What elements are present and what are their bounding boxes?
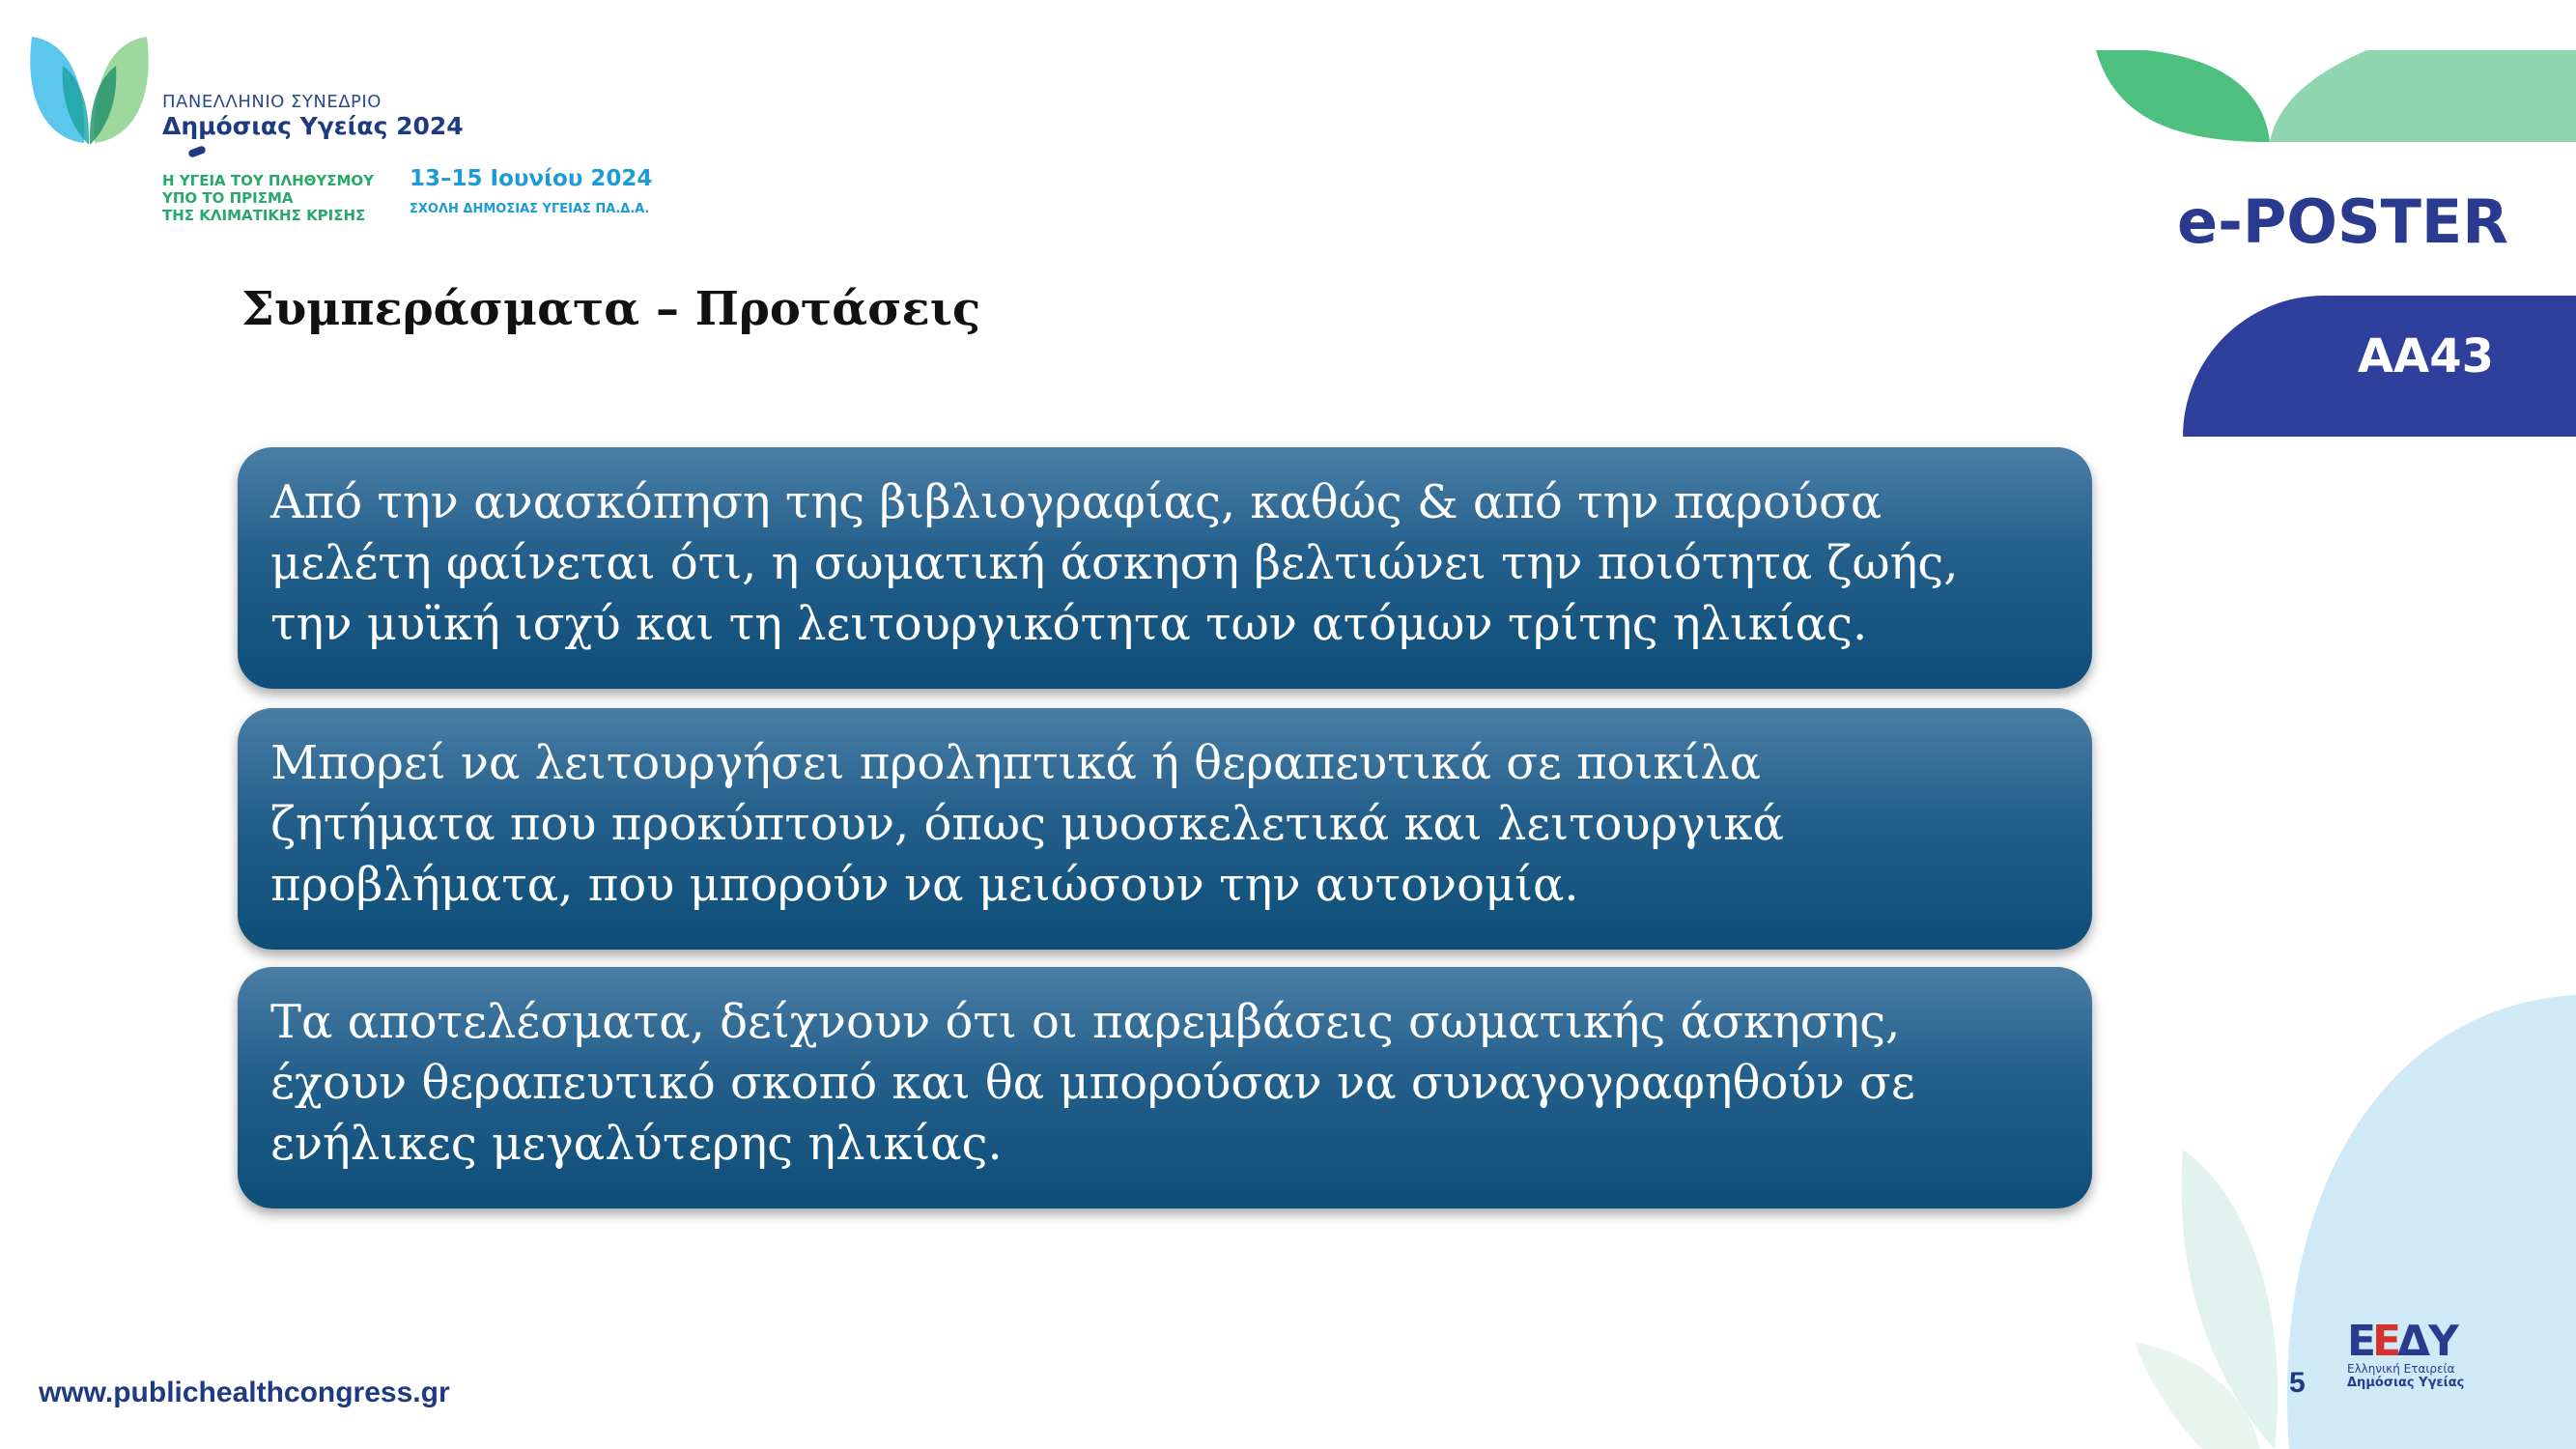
svg-text:Δ: Δ: [2397, 1317, 2431, 1366]
conclusion-line: Τα αποτελέσματα, δείχνουν ότι οι παρεμβάσεις σωματικής άσκησης,: [270, 995, 1901, 1049]
leaf-decoration-bottom: [2106, 966, 2576, 1449]
svg-text:Ε: Ε: [2347, 1317, 2377, 1366]
tagline-line: ΤΗΣ ΚΛΙΜΑΤΙΚΗΣ ΚΡΙΣΗΣ: [162, 207, 366, 224]
conference-top-label: ΠΑΝΕΛΛΗΝΙΟ ΣΥΝΕΔΡΙΟ: [162, 92, 382, 112]
conclusion-box-1: [238, 447, 2092, 689]
conference-name: Δημόσιας Υγείας 2024: [162, 112, 464, 140]
conference-dates: 13–15 Ιουνίου 2024: [410, 166, 653, 191]
poster-code: AA43: [2357, 329, 2494, 384]
conclusion-line: ενήλικες μεγαλύτερης ηλικίας.: [270, 1117, 1003, 1171]
svg-text:Υ: Υ: [2428, 1317, 2459, 1366]
conference-tagline: [162, 172, 404, 224]
section-title: Συμπεράσματα – Προτάσεις: [241, 282, 981, 336]
conference-logo-icon: [24, 27, 155, 148]
green-leaf-decoration: [2096, 50, 2576, 142]
conclusion-box-3: [238, 967, 2092, 1208]
eposter-label: e-POSTER: [2177, 186, 2508, 257]
conclusion-line: την μυϊκή ισχύ και τη λειτουργικότητα των ατόμων τρίτης ηλικίας.: [270, 597, 1868, 651]
conclusion-line: προβλήματα, που μπορούν να μειώσουν την αυτονομία.: [270, 858, 1579, 912]
logo-caption: Ελληνική Εταιρεία: [2347, 1362, 2455, 1376]
conclusion-line: Από την ανασκόπηση της βιβλιογραφίας, καθώς & από την παρούσα: [270, 475, 1882, 529]
page-number: 5: [2289, 1367, 2306, 1399]
efdy-logo-icon: [2347, 1309, 2463, 1367]
website-link[interactable]: www.publichealthcongress.gr: [39, 1377, 450, 1408]
conclusion-line: Μπορεί να λειτουργήσει προληπτικά ή θεραπευτικά σε ποικίλα: [270, 736, 1762, 790]
conclusion-line: έχουν θεραπευτικό σκοπό και θα μπορούσαν να συναγογραφηθούν σε: [270, 1056, 1915, 1110]
tagline-line: Η ΥΓΕΙΑ ΤΟΥ ΠΛΗΘΥΣΜΟΥ: [162, 172, 375, 189]
poster-code-tab: [2183, 296, 2576, 437]
conclusion-box-2: [238, 708, 2092, 950]
svg-text:Ε: Ε: [2372, 1317, 2402, 1366]
tagline-line: ΥΠΟ ΤΟ ΠΡΙΣΜΑ: [162, 189, 294, 207]
conference-venue: ΣΧΟΛΗ ΔΗΜΟΣΙΑΣ ΥΓΕΙΑΣ ΠΑ.Δ.Α.: [410, 202, 650, 216]
logo-caption: Δημόσιας Υγείας: [2347, 1376, 2465, 1390]
conclusion-line: μελέτη φαίνεται ότι, η σωματική άσκηση βελτιώνει την ποιότητα ζωής,: [270, 536, 1959, 590]
conclusion-line: ζητήματα που προκύπτουν, όπως μυοσκελετικά και λειτουργικά: [270, 797, 1784, 851]
logo-dash: [187, 145, 207, 158]
